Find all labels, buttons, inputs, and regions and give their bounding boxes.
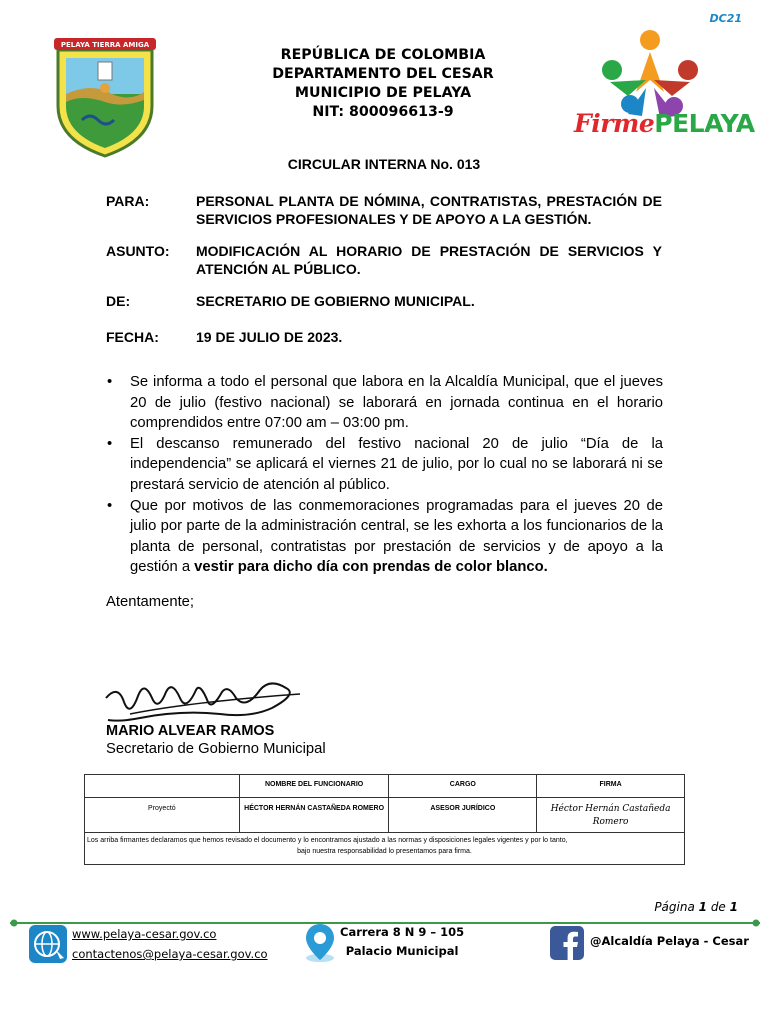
handwritten-signature — [100, 668, 310, 730]
email-link[interactable]: contactenos@pelaya-cesar.gov.co — [72, 947, 268, 961]
header-cell — [85, 775, 240, 798]
field-para — [106, 192, 662, 228]
document-code: DC21 — [709, 12, 742, 25]
position-cell: ASESOR JURÍDICO — [389, 798, 537, 833]
para-label: PARA: — [106, 193, 150, 209]
declaration-line-1: Los arriba firmantes declaramos que hemos revisado el documento y lo encontramos ajustado a las normas y disposiciones legales vigentes y por lo tanto, — [87, 837, 568, 844]
facebook-icon[interactable] — [550, 926, 584, 960]
address-line-2: Palacio Municipal — [345, 944, 459, 958]
reviewer-signature: Héctor Hernán Castañeda Romero — [550, 804, 671, 827]
brand-pelaya: PELAYA — [654, 109, 755, 138]
announcement-list — [130, 372, 663, 578]
announcement-item — [130, 496, 663, 578]
table-row — [85, 798, 685, 833]
para-value: PERSONAL PLANTA DE NÓMINA, CONTRATISTAS, PRESTACIÓN DE SERVICIOS PROFESIONALES Y DE APOYO A LA GESTIÓN. — [196, 193, 662, 227]
de-value: SECRETARIO DE GOBIERNO MUNICIPAL. — [196, 293, 475, 309]
shield-banner-text: PELAYA TIERRA AMIGA — [60, 41, 150, 49]
announcement-item: • Se informa a todo el personal que labora en la Alcaldía Municipal, que el jueves 20 de julio (festivo nacional) se laborará en jornada continua en el horario comprendidos entre 07:00 am – 03:00 pm. — [130, 372, 663, 434]
field-fecha — [106, 328, 662, 346]
page-number — [654, 900, 738, 914]
signer-title: Secretario de Gobierno Municipal — [106, 741, 326, 757]
page-current: 1 — [698, 900, 707, 914]
footer-contact — [72, 924, 268, 964]
field-de — [106, 292, 662, 310]
announcement-item: • El descanso remunerado del festivo nacional 20 de julio “Día de la independencia” se aplicará el viernes 21 de julio, por lo cual no se laborará ni se prestará servicio de atención al público. — [130, 434, 663, 496]
name-cell: HÉCTOR HERNÁN CASTAÑEDA ROMERO — [239, 798, 389, 833]
signature-cell — [537, 798, 685, 833]
review-table — [84, 774, 685, 865]
header-country: REPÚBLICA DE COLOMBIA — [280, 47, 486, 63]
municipal-coat-of-arms — [52, 36, 158, 158]
declaration-line-2: bajo nuestra responsabilidad lo presentamos para firma. — [297, 848, 472, 855]
role-cell: Proyectó — [85, 798, 240, 833]
header-cell: FIRMA — [537, 775, 685, 798]
firme-pelaya-wordmark — [574, 109, 755, 138]
fecha-value: 19 DE JULIO DE 2023. — [196, 329, 343, 345]
website-link[interactable]: www.pelaya-cesar.gov.co — [72, 927, 217, 941]
closing-salutation: Atentamente; — [106, 594, 195, 610]
asunto-label: ASUNTO: — [106, 243, 170, 259]
brand-firme: Firme — [574, 109, 655, 138]
header-nit: NIT: 800096613-9 — [312, 104, 454, 120]
page-total: 1 — [729, 900, 738, 914]
table-footer-row — [85, 833, 685, 865]
fecha-label: FECHA: — [106, 329, 159, 345]
header-department: DEPARTAMENTO DEL CESAR — [272, 66, 494, 82]
globe-icon — [28, 924, 68, 964]
de-label: DE: — [106, 293, 131, 309]
footer-address — [340, 923, 464, 961]
announcement-text: Que por motivos de las conmemoraciones programadas para el jueves 20 de julio por parte de la administración central, se les exhorta a los funcionarios de la planta de personal, contratistas por prestación de servicios y de apoyo a la gestión a — [130, 497, 663, 576]
document-header — [230, 46, 536, 122]
declaration-cell — [85, 833, 685, 865]
page-prefix: Página — [654, 900, 699, 914]
dress-code-emphasis: vestir para dicho día con prendas de color blanco. — [194, 559, 548, 576]
asunto-value: MODIFICACIÓN AL HORARIO DE PRESTACIÓN DE SERVICIOS Y ATENCIÓN AL PÚBLICO. — [196, 243, 662, 277]
address-line-1: Carrera 8 N 9 – 105 — [340, 925, 465, 939]
header-municipality: MUNICIPIO DE PELAYA — [294, 85, 472, 101]
facebook-handle[interactable]: @Alcaldía Pelaya - Cesar — [590, 934, 749, 948]
header-cell: CARGO — [389, 775, 537, 798]
circular-title: CIRCULAR INTERNA No. 013 — [287, 156, 481, 172]
header-cell: NOMBRE DEL FUNCIONARIO — [239, 775, 389, 798]
signer-name: MARIO ALVEAR RAMOS — [106, 723, 275, 739]
review-table-header — [85, 775, 685, 798]
field-asunto — [106, 242, 662, 278]
page-middle: de — [707, 900, 730, 914]
location-pin-icon — [300, 922, 340, 964]
